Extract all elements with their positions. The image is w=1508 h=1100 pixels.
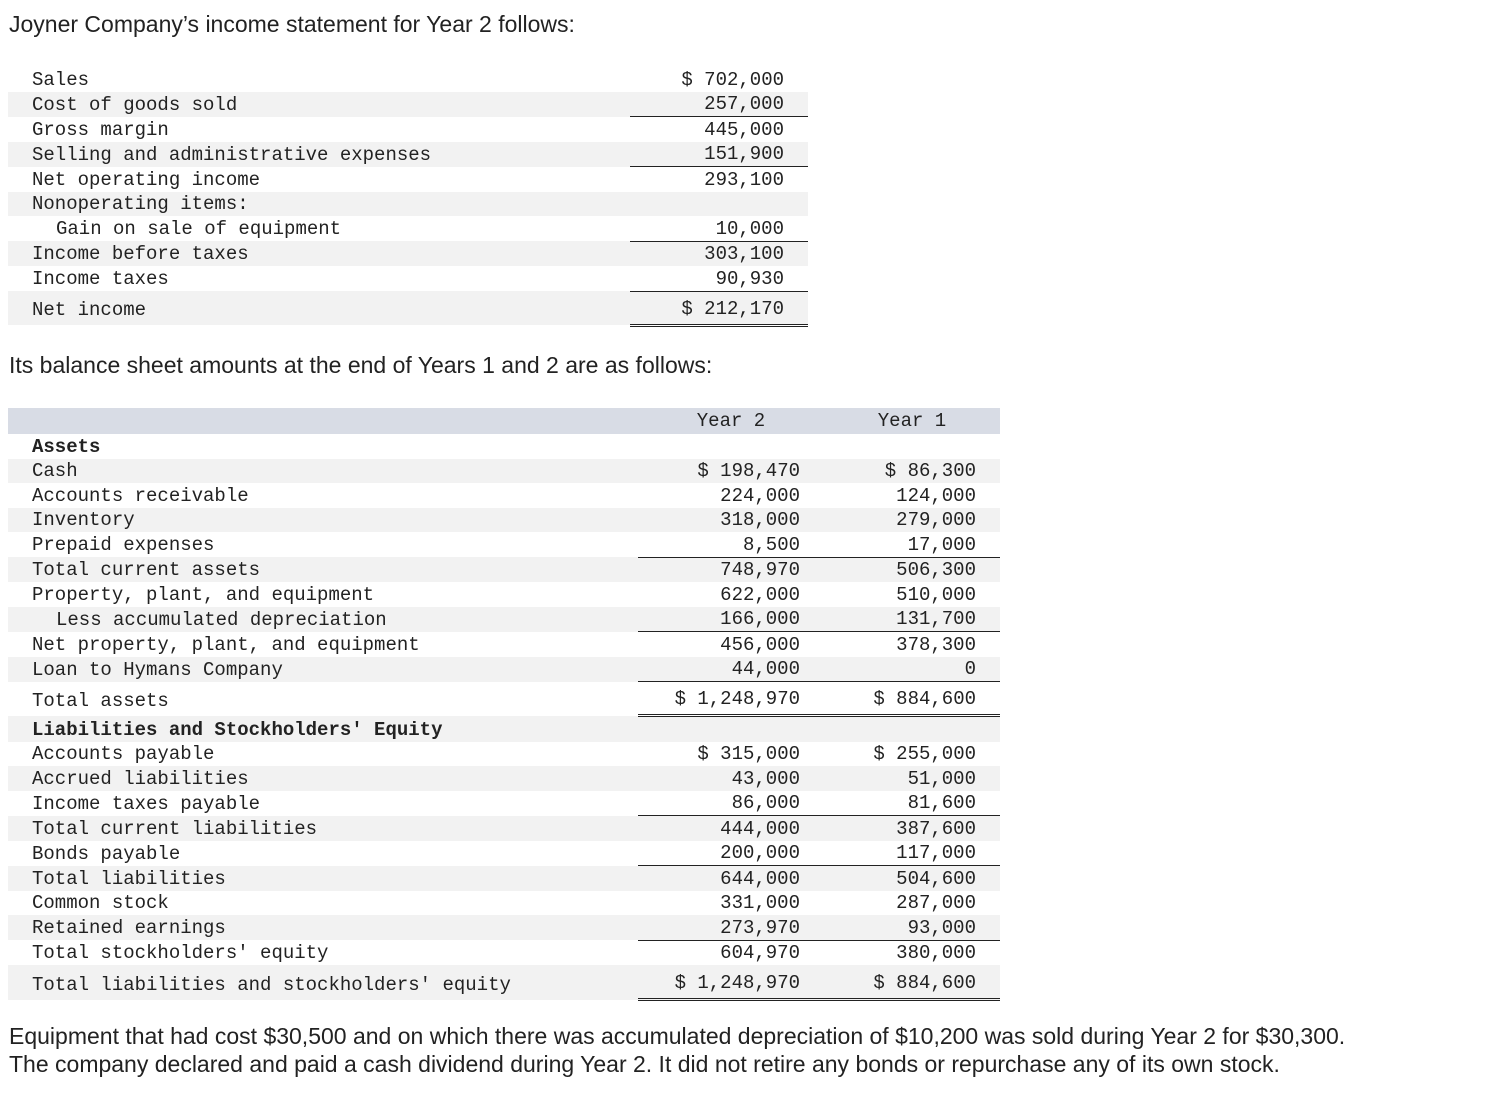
- row-label: Selling and administrative expenses: [8, 142, 630, 167]
- row-value: 445,000: [704, 118, 784, 141]
- year1-value: 124,000: [896, 484, 976, 507]
- year2-value: 748,970: [638, 557, 824, 582]
- row-label: Net property, plant, and equipment: [32, 633, 420, 656]
- row-label: Nonoperating items:: [8, 192, 630, 217]
- balance-intro-text: Its balance sheet amounts at the end of Years 1 and 2 are as follows:: [9, 352, 713, 378]
- year1-value: 380,000: [896, 942, 976, 964]
- balance-row: [8, 632, 1000, 657]
- row-label: Gain on sale of equipment: [56, 218, 342, 240]
- row-label: Cost of goods sold: [8, 92, 630, 117]
- row-label: Total current assets: [8, 557, 638, 582]
- year2-value: 166,000: [638, 607, 824, 632]
- liabilities-heading: Liabilities and Stockholders' Equity: [8, 716, 638, 742]
- row-value: 293,100: [704, 168, 784, 191]
- row-value: [630, 192, 808, 217]
- row-value: 257,000: [630, 92, 808, 117]
- row-value: 303,100: [630, 241, 808, 266]
- intro-text: Joyner Company’s income statement for Year 2 follows:: [9, 11, 575, 37]
- year1-value: 117,000: [824, 841, 1000, 866]
- row-label: Net income: [8, 291, 630, 325]
- balance-row: [8, 866, 1000, 891]
- income-row: [8, 167, 808, 192]
- closing-line-2: The company declared and paid a cash dividend during Year 2. It did not retire any bonds or repurchase any of its own stock.: [9, 1051, 1280, 1077]
- section-heading-row: [8, 716, 1000, 742]
- row-label: Gross margin: [32, 118, 169, 141]
- income-row: [8, 192, 808, 217]
- balance-row: [8, 483, 1000, 508]
- closing-line-1: Equipment that had cost $30,500 and on which there was accumulated depreciation of $10,200 was sold during Year 2 for $30,300.: [9, 1023, 1346, 1049]
- row-label: Retained earnings: [8, 915, 638, 940]
- year2-value: 43,000: [638, 766, 824, 791]
- row-value: $ 212,170: [630, 291, 808, 325]
- row-label: Total assets: [32, 689, 169, 712]
- balance-row: [8, 657, 1000, 682]
- year2-value: 318,000: [638, 508, 824, 533]
- year1-value: 287,000: [896, 892, 976, 914]
- row-label: Sales: [32, 68, 90, 91]
- year2-value: 622,000: [720, 583, 800, 606]
- income-row: [8, 142, 808, 167]
- row-label: Prepaid expenses: [32, 534, 215, 556]
- year2-value: 644,000: [638, 866, 824, 891]
- row-label: Bonds payable: [32, 842, 181, 865]
- year1-value: 504,600: [824, 866, 1000, 891]
- year2-value: $ 315,000: [697, 743, 800, 765]
- income-row: [8, 291, 808, 325]
- row-value: $ 702,000: [681, 68, 784, 91]
- year2-value: $ 1,248,970: [638, 682, 824, 716]
- income-row: [8, 67, 808, 92]
- row-value: 151,900: [630, 142, 808, 167]
- year2-value: 444,000: [638, 816, 824, 841]
- row-label: Property, plant, and equipment: [32, 583, 375, 606]
- year1-value: $ 86,300: [824, 459, 1000, 484]
- row-label: Net operating income: [32, 168, 261, 191]
- balance-row: [8, 915, 1000, 940]
- balance-row: [8, 791, 1000, 816]
- year2-value: 8,500: [638, 532, 824, 557]
- year2-value: 331,000: [720, 892, 800, 914]
- income-row: [8, 117, 808, 142]
- year1-value: $ 255,000: [873, 743, 976, 765]
- year2-value: 273,970: [638, 915, 824, 940]
- balance-sheet-table: [8, 408, 1000, 1001]
- income-row: [8, 241, 808, 266]
- year1-value: $ 884,600: [824, 965, 1000, 1000]
- header-year1: Year 1: [824, 408, 1000, 434]
- year1-value: 81,600: [824, 791, 1000, 816]
- year2-value: 456,000: [720, 633, 800, 656]
- year2-value: 44,000: [638, 657, 824, 682]
- row-label: Income taxes: [32, 268, 169, 290]
- row-label: Common stock: [32, 892, 169, 914]
- row-label: Less accumulated depreciation: [8, 607, 638, 632]
- balance-row: [8, 557, 1000, 582]
- row-label: Inventory: [8, 508, 638, 533]
- row-label: Total stockholders' equity: [32, 942, 329, 964]
- closing-paragraph: [9, 1022, 1345, 1078]
- year1-value: 131,700: [824, 607, 1000, 632]
- header-row: [8, 408, 1000, 434]
- year2-value: 604,970: [720, 942, 800, 964]
- row-label: Accounts receivable: [32, 484, 249, 507]
- row-label: Income before taxes: [8, 241, 630, 266]
- row-label: Total liabilities: [8, 866, 638, 891]
- income-row: [8, 216, 808, 241]
- row-label: Loan to Hymans Company: [8, 657, 638, 682]
- header-year2: Year 2: [638, 408, 824, 434]
- header-blank: [8, 408, 638, 434]
- year1-value: 93,000: [824, 915, 1000, 940]
- balance-row: [8, 508, 1000, 533]
- year2-value: 200,000: [638, 841, 824, 866]
- row-label: Total liabilities and stockholders' equity: [8, 965, 638, 1000]
- balance-row: [8, 891, 1000, 916]
- year1-value: 0: [824, 657, 1000, 682]
- row-label: Income taxes payable: [32, 792, 261, 815]
- year1-value: 378,300: [896, 633, 976, 656]
- balance-row: [8, 607, 1000, 632]
- year1-value: 17,000: [824, 532, 1000, 557]
- balance-row: [8, 816, 1000, 841]
- year1-value: 510,000: [896, 583, 976, 606]
- row-label: Accounts payable: [32, 743, 215, 765]
- assets-heading: Assets: [32, 435, 101, 458]
- year1-value: 51,000: [824, 766, 1000, 791]
- balance-row: [8, 742, 1000, 767]
- row-label: Total current liabilities: [8, 816, 638, 841]
- balance-row: [8, 940, 1000, 965]
- balance-row: [8, 965, 1000, 1000]
- balance-row: [8, 841, 1000, 866]
- row-value: 10,000: [630, 216, 808, 241]
- balance-row: [8, 766, 1000, 791]
- income-row: [8, 266, 808, 291]
- year1-value: 279,000: [824, 508, 1000, 533]
- year1-value: $ 884,600: [824, 682, 1000, 716]
- row-label: Accrued liabilities: [8, 766, 638, 791]
- year2-value: 224,000: [720, 484, 800, 507]
- year2-value: $ 1,248,970: [638, 965, 824, 1000]
- balance-row: [8, 459, 1000, 484]
- year2-value: $ 198,470: [638, 459, 824, 484]
- balance-row: [8, 682, 1000, 716]
- balance-row: [8, 582, 1000, 607]
- year2-value: 86,000: [638, 791, 824, 816]
- row-value: 90,930: [630, 266, 808, 291]
- year1-value: 506,300: [824, 557, 1000, 582]
- income-row: [8, 92, 808, 117]
- income-statement-table: [8, 67, 808, 327]
- section-heading-row: [8, 434, 1000, 459]
- row-label: Cash: [8, 459, 638, 484]
- year1-value: 387,600: [824, 816, 1000, 841]
- balance-row: [8, 532, 1000, 557]
